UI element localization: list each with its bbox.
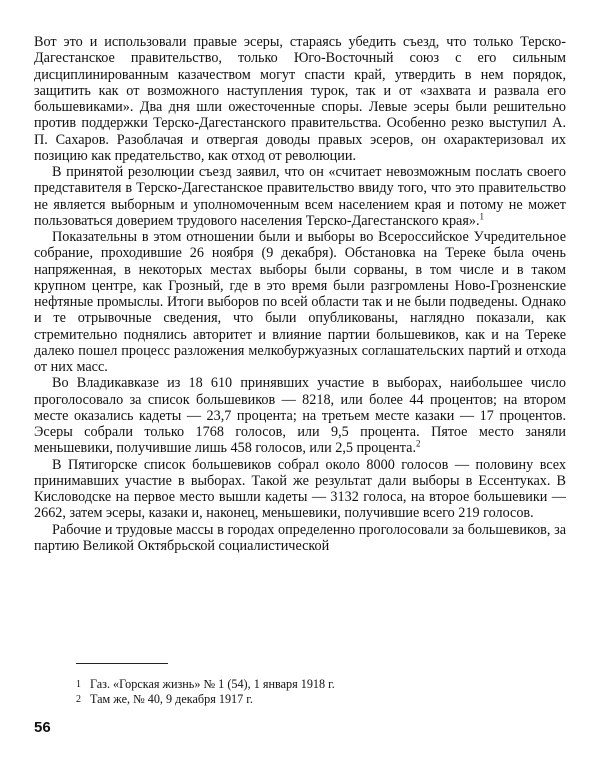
footnote-2 [76,692,556,707]
page-body [34,34,566,554]
footnotes [76,677,556,707]
paragraph-4 [34,375,566,456]
paragraph-2-text: В принятой резолюции съезд заявил, что он «считает невозможным послать своего представителя в Терско-Дагестанское правительство ввиду того, что это правительство не является выборным и уполномоченным всем населением края и потому не может пользоваться доверием трудового населения Терско-Дагестанского края». [34,164,566,229]
paragraph-3 [34,229,566,375]
page-number: 56 [34,719,51,736]
footnote-2-number: 2 [76,694,81,705]
footnote-1-text: Газ. «Горская жизнь» № 1 (54), 1 января 1918 г. [90,677,335,691]
paragraph-6-text: Рабочие и трудовые массы в городах определенно проголосовали за большевиков, за партию Великой Октябрьской социалистической [34,521,566,554]
paragraph-1 [34,34,566,164]
paragraph-5 [34,457,566,522]
footnote-1-number: 1 [76,679,81,690]
paragraph-2 [34,164,566,229]
paragraph-4-text: Во Владикавказе из 18 610 принявших участие в выборах, наибольшее число проголосовало за список большевиков — 8218, или более 44 процентов; на втором месте оказались кадеты — 23,7 процента; на третьем месте казаки — 17 процентов. Эсеры собрали только 1768 голосов, или 9,5 процента. Пятое место заняли меньшевики, получившие лишь 458 голосов, или 2,5 процента. [34,375,566,457]
footnote-2-text: Там же, № 40, 9 декабря 1917 г. [90,692,253,706]
paragraph-5-text: В Пятигорске список большевиков собрал около 8000 голосов — половину всех принимавших участие в выборах. Такой же результат дали выборы в Ессентуках. В Кисловодске на первое место вышли кадеты — 3132 голоса, на второе большевики — 2662, затем эсеры, казаки и, наконец, меньшевики, получившие всего 219 голосов. [34,456,566,522]
footnote-divider [76,663,168,664]
footnote-ref-2: 2 [416,438,421,449]
paragraph-6 [34,522,566,555]
paragraph-3-text: Показательны в этом отношении были и выборы во Всероссийское Учредительное собрание, проходившие 26 ноября (9 декабря). Обстановка на Тереке была очень напряженная, в некоторых местах выборы были сорваны, в том числе и в таком крупном центре, как Грозный, где в это время были разгромлены Ново-Грозненские нефтяные промыслы. Итоги выборов по всей области так и не были подведены. Однако и те отрывочные сведения, что были опубликованы, наглядно показали, как стремительно поднялись авторитет и влияние партии большевиков, как и на Тереке далеко пошел процесс разложения мелкобуржуазных соглашательских партий и отхода от них масс. [34,229,566,375]
paragraph-1-text: Вот это и использовали правые эсеры, стараясь убедить съезд, что только Терско-Дагестанское правительство, только Юго-Восточный союз с его сильным дисциплинированным казачеством могут спасти край, утвердить в нем порядок, защитить как от возможного наступления турок, так и от «захвата и развала его большевиками». Два дня шли ожесточенные споры. Левые эсеры были решительно против поддержки Терско-Дагестанского правительства. Особенно резко выступил А. П. Сахаров. Разоблачая и отвергая доводы правых эсеров, он охарактеризовал их позицию как предательство, как отход от революции. [34,34,566,164]
footnote-ref-1: 1 [479,211,485,222]
footnote-1 [76,677,556,692]
